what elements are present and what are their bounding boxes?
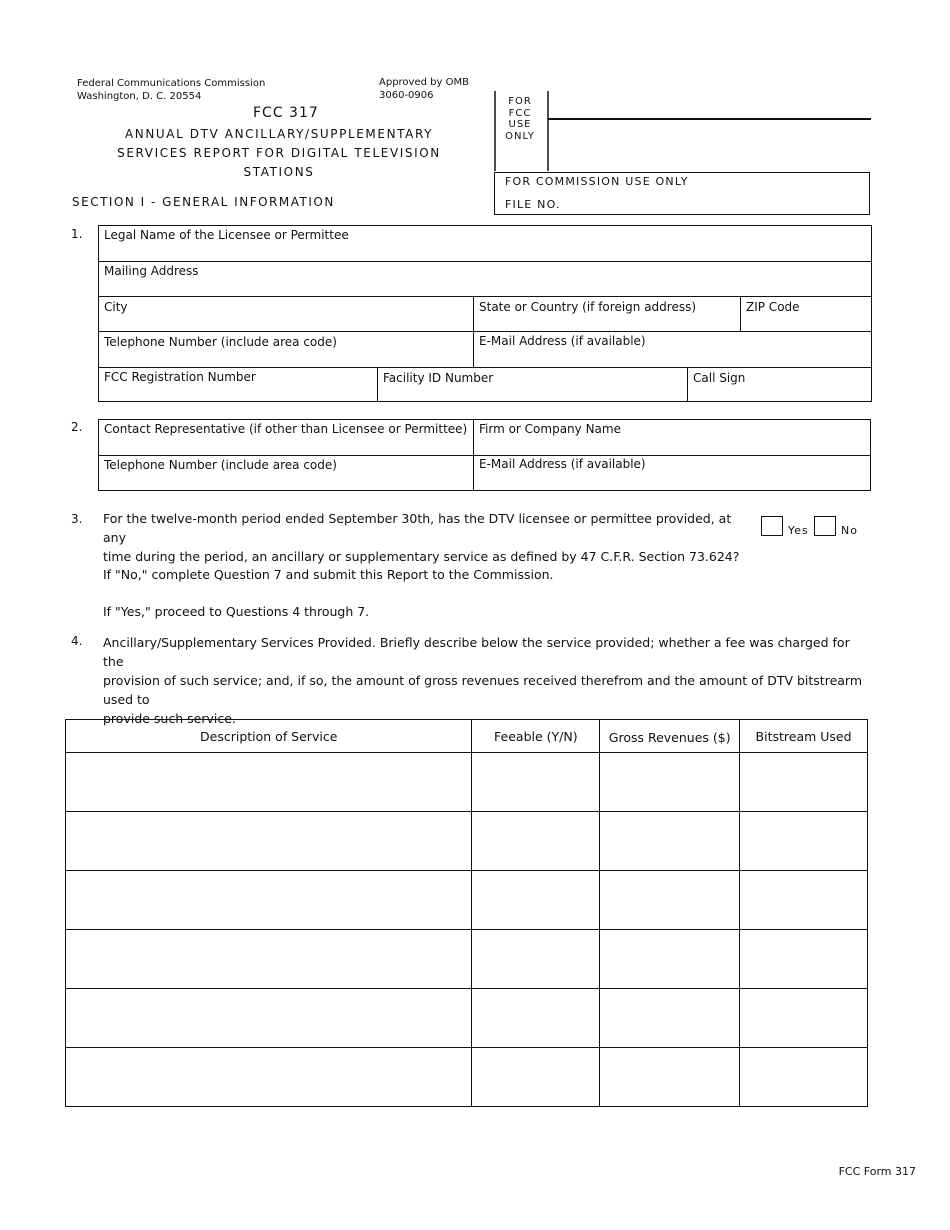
table-row — [66, 753, 868, 812]
field-label: FCC Registration Number — [104, 370, 256, 384]
gross-revenues-cell[interactable] — [600, 871, 740, 930]
question-line: Ancillary/Supplementary Services Provided. Briefly describe below the service provided; whether a fee was charged for the — [103, 635, 850, 669]
firm-name-field[interactable] — [473, 420, 870, 455]
field-label: E-Mail Address (if available) — [479, 334, 646, 348]
mailing-address-field[interactable] — [99, 261, 871, 296]
form-title — [110, 125, 448, 182]
field-label: E-Mail Address (if available) — [479, 457, 646, 471]
feeable-cell[interactable] — [472, 989, 600, 1048]
field-label: Mailing Address — [104, 264, 199, 278]
frn-field[interactable] — [99, 367, 377, 402]
question-line: provide such service. — [103, 711, 236, 726]
field-label: Legal Name of the Licensee or Permittee — [104, 228, 349, 242]
feeable-cell[interactable] — [472, 812, 600, 871]
title-line-3: STATIONS — [243, 165, 315, 179]
contact-representative-field[interactable] — [99, 420, 473, 455]
omb-approval — [379, 76, 469, 102]
feeable-cell[interactable] — [472, 753, 600, 812]
contact-email-field[interactable] — [473, 455, 870, 490]
description-cell[interactable] — [66, 753, 472, 812]
column-header: Gross Revenues ($) — [600, 720, 740, 753]
table-row — [66, 871, 868, 930]
description-cell[interactable] — [66, 812, 472, 871]
file-no-label: FILE NO. — [505, 198, 561, 211]
bitstream-cell[interactable] — [740, 1048, 868, 1107]
fcc-use-box — [494, 91, 871, 171]
table-row — [66, 1048, 868, 1107]
question-number: 3. — [71, 512, 83, 526]
fcc-use-word: FCC — [508, 107, 532, 119]
fcc-use-word: USE — [508, 119, 532, 130]
field-label: Firm or Company Name — [479, 422, 621, 436]
if-yes-instruction: If "Yes," proceed to Questions 4 through 7. — [103, 604, 370, 619]
question-number: 4. — [71, 634, 83, 648]
commission-use-label: FOR COMMISSION USE ONLY — [505, 175, 689, 188]
omb-number: 3060-0906 — [379, 90, 434, 101]
column-header: Description of Service — [66, 720, 472, 753]
yes-checkbox[interactable] — [761, 516, 783, 536]
question-line: time during the period, an ancillary or supplementary service as defined by 47 C.F.R. Section 73.624? — [103, 549, 740, 564]
agency-name: Federal Communications Commission — [77, 78, 266, 89]
feeable-cell[interactable] — [472, 871, 600, 930]
field-label: Telephone Number (include area code) — [104, 335, 337, 349]
fcc-use-word: ONLY — [505, 130, 535, 142]
question-line: provision of such service; and, if so, the amount of gross revenues received therefrom and the amount of DTV bitstrearm used to — [103, 673, 863, 707]
agency-block — [77, 77, 265, 103]
field-label: City — [104, 300, 128, 314]
gross-revenues-cell[interactable] — [600, 989, 740, 1048]
services-table — [65, 719, 868, 1107]
fcc-use-word: FOR — [508, 96, 532, 107]
field-label: ZIP Code — [746, 300, 800, 314]
question-number: 1. — [71, 227, 83, 241]
form-number: FCC 317 — [253, 105, 319, 121]
state-field[interactable] — [473, 296, 740, 331]
description-cell[interactable] — [66, 989, 472, 1048]
table-row — [66, 930, 868, 989]
question-4-text — [103, 633, 873, 728]
field-label: Telephone Number (include area code) — [104, 458, 337, 472]
bitstream-cell[interactable] — [740, 812, 868, 871]
gross-revenues-cell[interactable] — [600, 812, 740, 871]
city-field[interactable] — [99, 296, 473, 331]
column-header: Feeable (Y/N) — [472, 720, 600, 753]
omb-label: Approved by OMB — [379, 77, 469, 88]
question-3-text — [103, 509, 743, 566]
legal-name-field[interactable] — [99, 226, 871, 261]
table-row — [66, 812, 868, 871]
table-header-row — [66, 720, 868, 753]
feeable-cell[interactable] — [472, 930, 600, 989]
no-checkbox[interactable] — [814, 516, 836, 536]
contact-info-grid — [98, 419, 871, 491]
description-cell[interactable] — [66, 930, 472, 989]
title-line-2: SERVICES REPORT FOR DIGITAL TELEVISION — [117, 146, 441, 160]
field-label: Call Sign — [693, 371, 746, 385]
bitstream-cell[interactable] — [740, 989, 868, 1048]
question-line: For the twelve-month period ended September 30th, has the DTV licensee or permittee provided, at any — [103, 511, 732, 545]
field-label: State or Country (if foreign address) — [479, 300, 697, 314]
commission-use-box — [494, 172, 870, 215]
bitstream-cell[interactable] — [740, 871, 868, 930]
question-number: 2. — [71, 420, 83, 434]
licensee-info-grid — [98, 225, 872, 402]
gross-revenues-cell[interactable] — [600, 1048, 740, 1107]
bitstream-cell[interactable] — [740, 753, 868, 812]
gross-revenues-cell[interactable] — [600, 753, 740, 812]
facility-id-field[interactable] — [377, 367, 687, 402]
contact-telephone-field[interactable] — [99, 455, 473, 490]
zip-field[interactable] — [740, 296, 871, 331]
yes-label: Yes — [788, 524, 809, 537]
bitstream-cell[interactable] — [740, 930, 868, 989]
fcc-use-label — [504, 96, 536, 142]
description-cell[interactable] — [66, 1048, 472, 1107]
description-cell[interactable] — [66, 871, 472, 930]
gross-revenues-cell[interactable] — [600, 930, 740, 989]
if-no-instruction: If "No," complete Question 7 and submit this Report to the Commission. — [103, 567, 554, 582]
table-row — [66, 989, 868, 1048]
title-line-1: ANNUAL DTV ANCILLARY/SUPPLEMENTARY — [124, 127, 434, 141]
field-label: Contact Representative (if other than Licensee or Permittee) — [104, 422, 468, 436]
section-heading: SECTION I - GENERAL INFORMATION — [72, 195, 335, 209]
call-sign-field[interactable] — [687, 367, 871, 402]
field-label: Facility ID Number — [383, 371, 494, 385]
column-header: Bitstream Used — [740, 720, 868, 753]
agency-address: Washington, D. C. 20554 — [77, 91, 202, 102]
email-field[interactable] — [473, 331, 871, 367]
telephone-field[interactable] — [99, 331, 473, 367]
no-label: No — [841, 524, 858, 537]
feeable-cell[interactable] — [472, 1048, 600, 1107]
footer-form-label: FCC Form 317 — [838, 1165, 916, 1178]
